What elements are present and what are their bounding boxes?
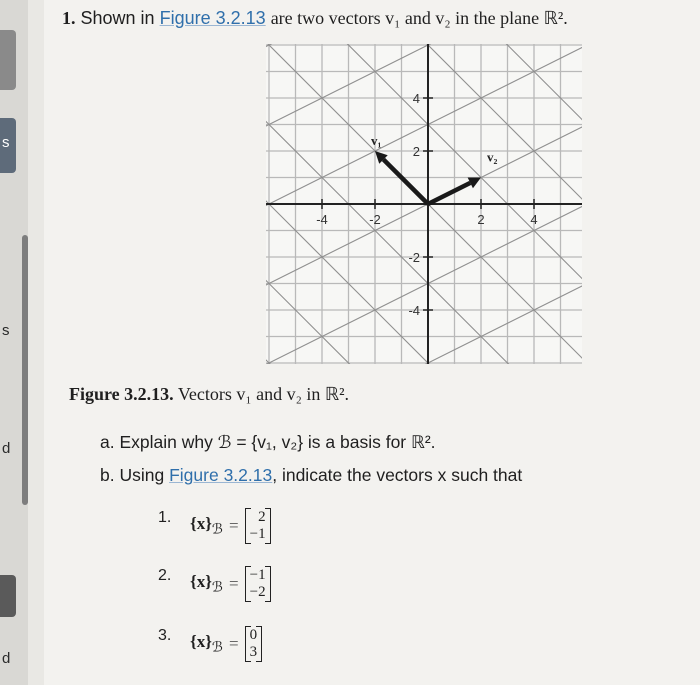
vector-label: v₂ [487, 149, 498, 165]
part-a-text: Explain why ℬ = {v₁, v₂} is a basis for ℝ². [119, 432, 436, 452]
lhs-subscript: ℬ [211, 579, 224, 596]
coordinate-expression [190, 572, 223, 596]
left-sidebar [0, 0, 28, 685]
lhs-subscript: ℬ [211, 639, 224, 656]
sub-item-2 [158, 566, 271, 602]
matrix-bottom: −1 [249, 526, 266, 542]
sub-item-1 [158, 508, 271, 544]
sidebar-fragment: s [2, 134, 10, 151]
sidebar-fragment: d [2, 650, 11, 667]
part-b-text-after: , indicate the vectors x such that [272, 465, 523, 485]
caption-label: Figure 3.2.13. [69, 384, 174, 404]
sub-item-number: 3. [158, 627, 172, 644]
sidebar-block[interactable] [0, 575, 16, 617]
figure-caption [69, 384, 349, 405]
x-tick-label: -4 [316, 212, 328, 227]
part-b [100, 465, 522, 486]
equals-sign: = [229, 634, 239, 653]
y-tick-label: 4 [412, 91, 420, 106]
part-a-marker: a. [100, 432, 115, 452]
y-tick-label: -4 [408, 303, 420, 318]
matrix-bottom: −2 [249, 584, 266, 600]
problem-text-before: Shown in [80, 8, 155, 28]
sidebar-fragment: s [2, 322, 10, 339]
equals-sign: = [229, 516, 239, 535]
coordinate-expression [190, 632, 223, 656]
matrix-top: 2 [258, 509, 266, 525]
vector-label: v₁ [371, 133, 382, 148]
matrix-top: −1 [249, 567, 266, 583]
figure-link[interactable]: Figure 3.2.13 [159, 8, 266, 28]
part-a [100, 432, 436, 453]
problem-number: 1. [62, 8, 76, 28]
sidebar-fragment: d [2, 440, 11, 457]
caption-text: Vectors v₁ and v₂ in ℝ². [177, 384, 350, 404]
x-tick-label: 4 [530, 212, 538, 227]
y-tick-label: 2 [412, 144, 420, 159]
scrollbar[interactable] [22, 235, 28, 505]
exercise-page [44, 0, 700, 685]
y-tick-label: -2 [408, 250, 420, 265]
lhs-x: {x} [190, 631, 212, 651]
part-b-marker: b. [100, 465, 115, 485]
matrix-bottom: 3 [249, 644, 258, 660]
sub-item-number: 1. [158, 509, 172, 526]
sub-item-3 [158, 626, 262, 662]
column-vector [245, 566, 271, 602]
matrix-top: 0 [249, 627, 258, 643]
figure-link[interactable]: Figure 3.2.13 [169, 465, 273, 485]
part-b-text-before: Using [119, 465, 165, 485]
vector-figure [266, 44, 582, 364]
column-vector [245, 626, 263, 662]
coordinate-expression [190, 514, 223, 538]
lhs-x: {x} [190, 513, 212, 533]
lhs-x: {x} [190, 571, 212, 591]
equals-sign: = [229, 574, 239, 593]
problem-statement [62, 8, 568, 29]
x-tick-label: -2 [369, 212, 381, 227]
x-tick-label: 2 [477, 212, 485, 227]
sub-item-number: 2. [158, 567, 172, 584]
sidebar-block[interactable] [0, 30, 16, 90]
column-vector [245, 508, 271, 544]
problem-text-after: are two vectors v₁ and v₂ in the plane ℝ². [270, 8, 568, 28]
lhs-subscript: ℬ [211, 521, 224, 538]
